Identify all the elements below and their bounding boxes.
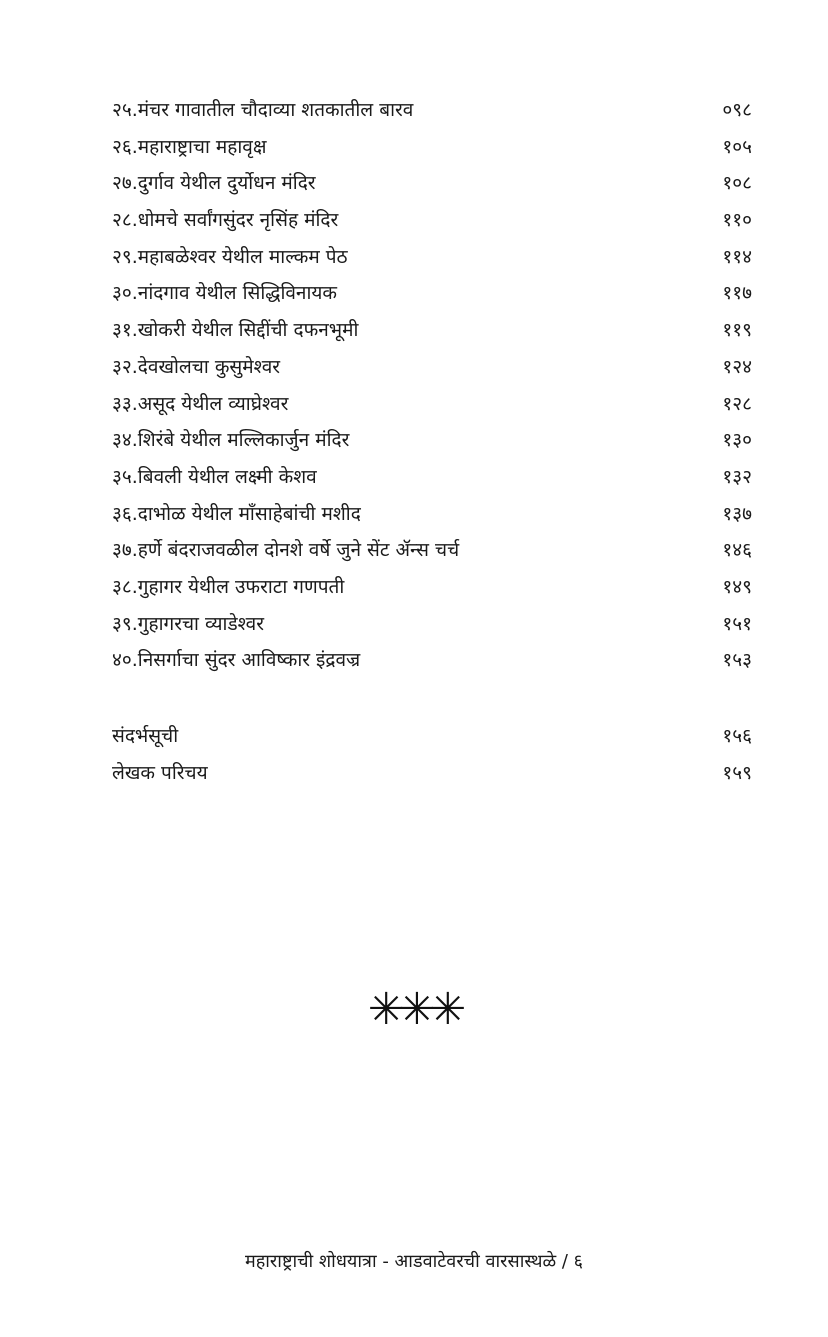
back-matter-entry [112,718,752,755]
toc-entry-title: ३०.नांदगाव येथील सिद्धिविनायक [112,282,338,305]
back-matter-title: लेखक परिचय [112,761,208,784]
toc-entry-title: ३४.शिरंबे येथील मल्लिकार्जुन मंदिर [112,429,350,452]
toc-entry-page: १०८ [722,172,752,195]
toc-entry-page: १२८ [722,392,752,415]
toc-entry-page: १०५ [722,135,752,158]
toc-entry-page: १३० [722,429,752,452]
toc-entry-title: २८.धोमचे सर्वांगसुंदर नृसिंह मंदिर [112,209,339,232]
toc-entry [112,606,752,643]
toc-entry [112,569,752,606]
toc-entry-page: ०९८ [722,99,752,121]
toc-entry [112,202,752,239]
toc-entry-title: ३६.दाभोळ येथील माँसाहेबांची मशीद [112,502,361,525]
toc-entry [112,275,752,312]
toc-entry-page: ११४ [722,245,752,268]
toc-entry-title: २५.मंचर गावातील चौदाव्या शतकातील बारव [112,99,414,121]
toc-entry-title: २९.महाबळेश्वर येथील माल्कम पेठ [112,245,348,268]
toc-entry-page: १५३ [722,649,752,672]
table-of-contents [112,92,752,679]
toc-entry [112,165,752,202]
toc-entry-page: १३७ [722,502,752,525]
toc-entry [112,386,752,423]
toc-entry-title: ३७.हर्णे बंदराजवळील दोनशे वर्षे जुने सेंट ॲन्स चर्च [112,539,460,562]
back-matter-page: १५६ [722,725,752,747]
toc-entry [112,422,752,459]
toc-entry-page: १४९ [722,575,752,598]
toc-entry-page: १३२ [722,465,752,488]
ornament-divider-icon: ✳✳✳ [367,984,461,1035]
toc-entry [112,532,752,569]
toc-entry [112,642,752,679]
toc-entry [112,129,752,166]
toc-entry [112,312,752,349]
toc-entry-title: २६.महाराष्ट्राचा महावृक्ष [112,135,267,158]
back-matter [112,718,752,791]
toc-entry-title: ४०.निसर्गाचा सुंदर आविष्कार इंद्रवज्र [112,649,361,672]
toc-entry-title: ३५.बिवली येथील लक्ष्मी केशव [112,465,317,488]
page-footer: महाराष्ट्राची शोधयात्रा - आडवाटेवरची वारसास्थळे / ६ [244,1251,584,1272]
toc-entry-page: १४६ [722,539,752,562]
toc-entry-page: १५१ [722,612,752,635]
toc-entry [112,459,752,496]
toc-entry-page: १२४ [722,355,752,378]
toc-entry-page: ११० [722,209,752,232]
toc-entry-page: ११७ [722,282,752,305]
back-matter-title: संदर्भसूची [112,725,179,747]
toc-entry-title: २७.दुर्गाव येथील दुर्योधन मंदिर [112,172,316,195]
back-matter-page: १५९ [722,761,752,784]
toc-entry-title: ३९.गुहागरचा व्याडेश्वर [112,612,265,635]
toc-entry [112,496,752,533]
toc-entry-title: ३२.देवखोलचा कुसुमेश्वर [112,355,281,378]
toc-entry-title: ३८.गुहागर येथील उफराटा गणपती [112,575,345,598]
toc-entry-page: ११९ [722,319,752,342]
toc-entry [112,239,752,276]
toc-entry-title: ३१.खोकरी येथील सिद्दींची दफनभूमी [112,319,359,342]
toc-entry-title: ३३.असूद येथील व्याघ्रेश्वर [112,392,289,415]
toc-entry [112,92,752,129]
toc-entry [112,349,752,386]
back-matter-entry [112,755,752,792]
